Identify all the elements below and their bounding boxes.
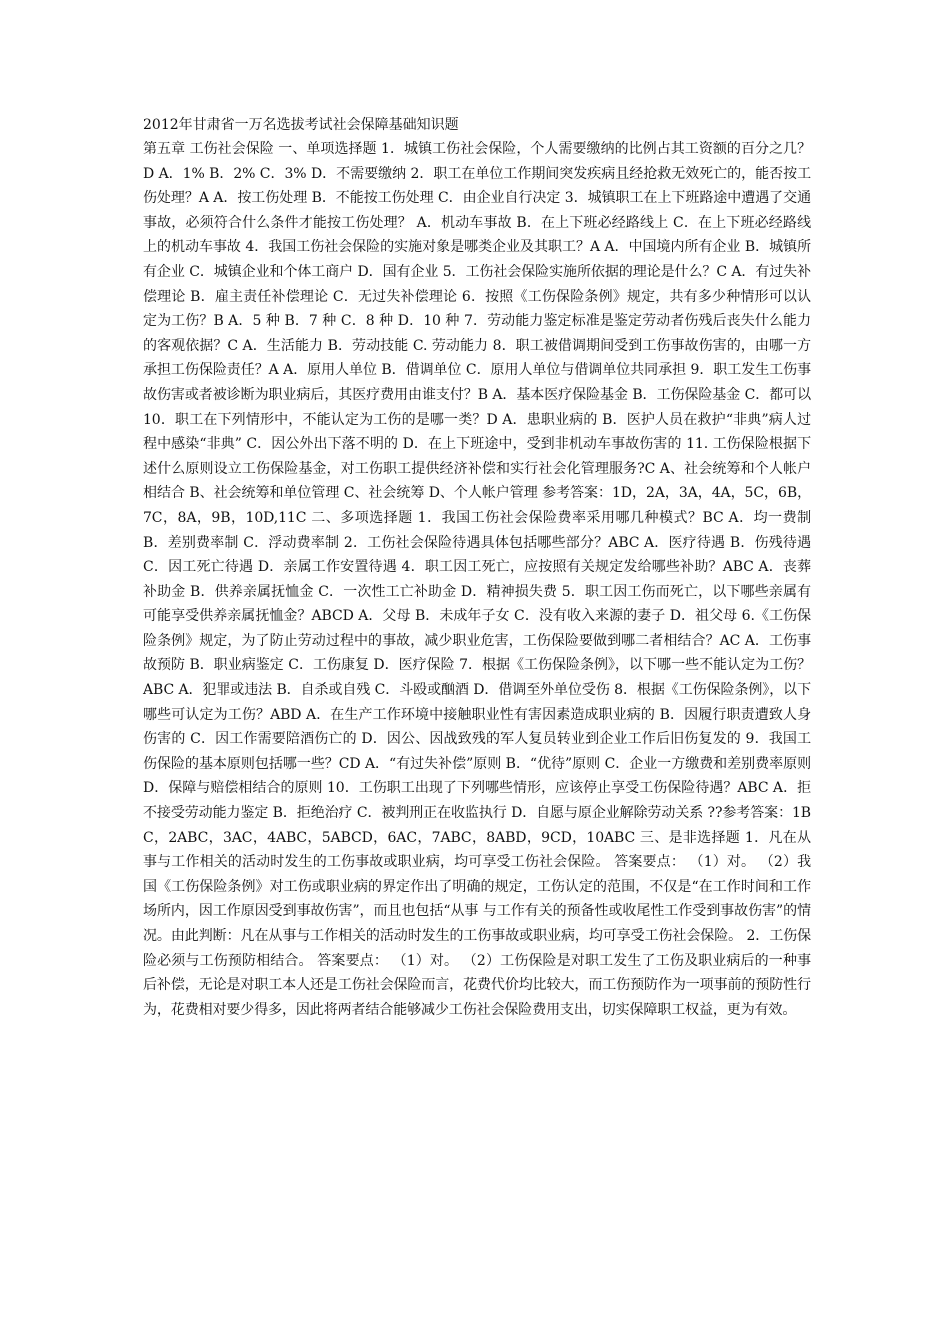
document-title: 2012年甘肃省一万名选拔考试社会保障基础知识题 [143, 117, 459, 133]
document-body: 第五章 工伤社会保险 一、单项选择题 1．城镇工伤社会保险，个人需要缴纳的比例占其工资额的百分之几？D A．1% B．2% C．3% D．不需要缴纳 2．职工在单位工作期间突发疾病且经抢救无效死亡的，能否按工伤处理？A A．按工伤处理 B．不能按工伤处理 C．由企业自行决定 3．城镇职工在上下班路途中遭遇了交通事故，必须符合什么条件才能按工伤处理？ A．机动车事故 B．在上下班必经路线上 C．在上下班必经路线上的机动车事故 4．我国工伤社会保险的实施对象是哪类企业及其职工？A A．中国境内所有企业 B．城镇所有企业 C．城镇企业和个体工商户 D．国有企业 5．工伤社会保险实施所依据的理论是什么？C A．有过失补偿理论 B．雇主责任补偿理论 C．无过失补偿理论 6．按照《工伤保险条例》规定，共有多少种情形可以认定为工伤？B A．5 种 B．7 种 C．8 种 D．10 种 7．劳动能力鉴定标准是鉴定劳动者伤残后丧失什么能力的客观依据？C A．生活能力 B．劳动技能 C. 劳动能力 8．职工被借调期间受到工伤事故伤害的，由哪一方承担工伤保险责任？A A．原用人单位 B．借调单位 C．原用人单位与借调单位共同承担 9．职工发生工伤事故伤害或者被诊断为职业病后，其医疗费用由谁支付？B A．基本医疗保险基金 B．工伤保险基金 C．都可以 10．职工在下列情形中，不能认定为工伤的是哪一类？D A．患职业病的 B．医护人员在救护“非典”病人过程中感染“非典” C．因公外出下落不明的 D．在上下班途中，受到非机动车事故伤害的 11. 工伤保险根据下述什么原则设立工伤保险基金，对工伤职工提供经济补偿和实行社会化管理服务?C A、社会统筹和个人帐户相结合 B、社会统筹和单位管理 C、社会统筹 D、个人帐户管理 参考答案：1D，2A，3A，4A，5C，6B，7C，8A，9B，10D,11C 二、多项选择题 1．我国工伤社会保险费率采用哪几种模式？BC A．均一费制 B．差别费率制 C．浮动费率制 2．工伤社会保险待遇具体包括哪些部分？ABC A．医疗待遇 B．伤残待遇 C．因工死亡待遇 D．亲属工作安置待遇 4．职工因工死亡，应按照有关规定发给哪些补助？ABC A．丧葬补助金 B．供养亲属抚恤金 C．一次性工亡补助金 D．精神损失费 5．职工因工伤而死亡，以下哪些亲属有可能享受供养亲属抚恤金？ABCD A．父母 B．未成年子女 C．没有收入来源的妻子 D．祖父母 6.《工伤保险条例》规定，为了防止劳动过程中的事故，减少职业危害，工伤保险要做到哪二者相结合？AC A．工伤事故预防 B．职业病鉴定 C．工伤康复 D．医疗保险 7．根据《工伤保险条例》，以下哪一些不能认定为工伤？ ABC A．犯罪或违法 B．自杀或自残 C．斗殴或酗酒 D．借调至外单位受伤 8．根据《工伤保险条例》，以下哪些可认定为工伤？ABD A．在生产工作环境中接触职业性有害因素造成职业病的 B．因履行职责遭致人身伤害的 C．因工作需要陪酒伤亡的 D．因公、因战致残的军人复员转业到企业工作后旧伤复发的 9．我国工伤保险的基本原则包括哪一些？CD A．“有过失补偿”原则 B．“优待”原则 C．企业一方缴费和差别费率原则 D．保障与赔偿相结合的原则 10．工伤职工出现了下列哪些情形，应该停止享受工伤保险待遇？ABC A．拒不接受劳动能力鉴定 B．拒绝治疗 C．被判刑正在收监执行 D．自愿与原企业解除劳动关系 ??参考答案：1BC，2ABC，3AC，4ABC，5ABCD，6AC，7ABC，8ABD，9CD，10ABC 三、是非选择题 1．凡在从事与工作相关的活动时发生的工伤事故或职业病，均可享受工伤社会保险。 答案要点： （1）对。 （2）我国《工伤保险条例》对工伤或职业病的界定作出了明确的规定，工伤认定的范围，不仅是“在工作时间和工作场所内，因工作原因受到事故伤害”，而且也包括“从事 与工作有关的预备性或收尾性工作受到事故伤害”的情况。由此判断：凡在从事与工作相关的活动时发生的工伤事故或职业病，均可享受工伤社会保险。 2．工伤保险必须与工伤预防相结合。 答案要点： （1）对。 （2）工伤保险是对职工发生了工伤及职业病后的一种事后补偿，无论是对职工本人还是工伤社会保险而言，花费代价均比较大，而工伤预防作为一项事前的预防性行为，花费相对要少得多，因此将两者结合能够减少工伤社会保险费用支出，切实保障职工权益，更为有效。 [143, 141, 811, 1018]
document-page [143, 114, 811, 1022]
